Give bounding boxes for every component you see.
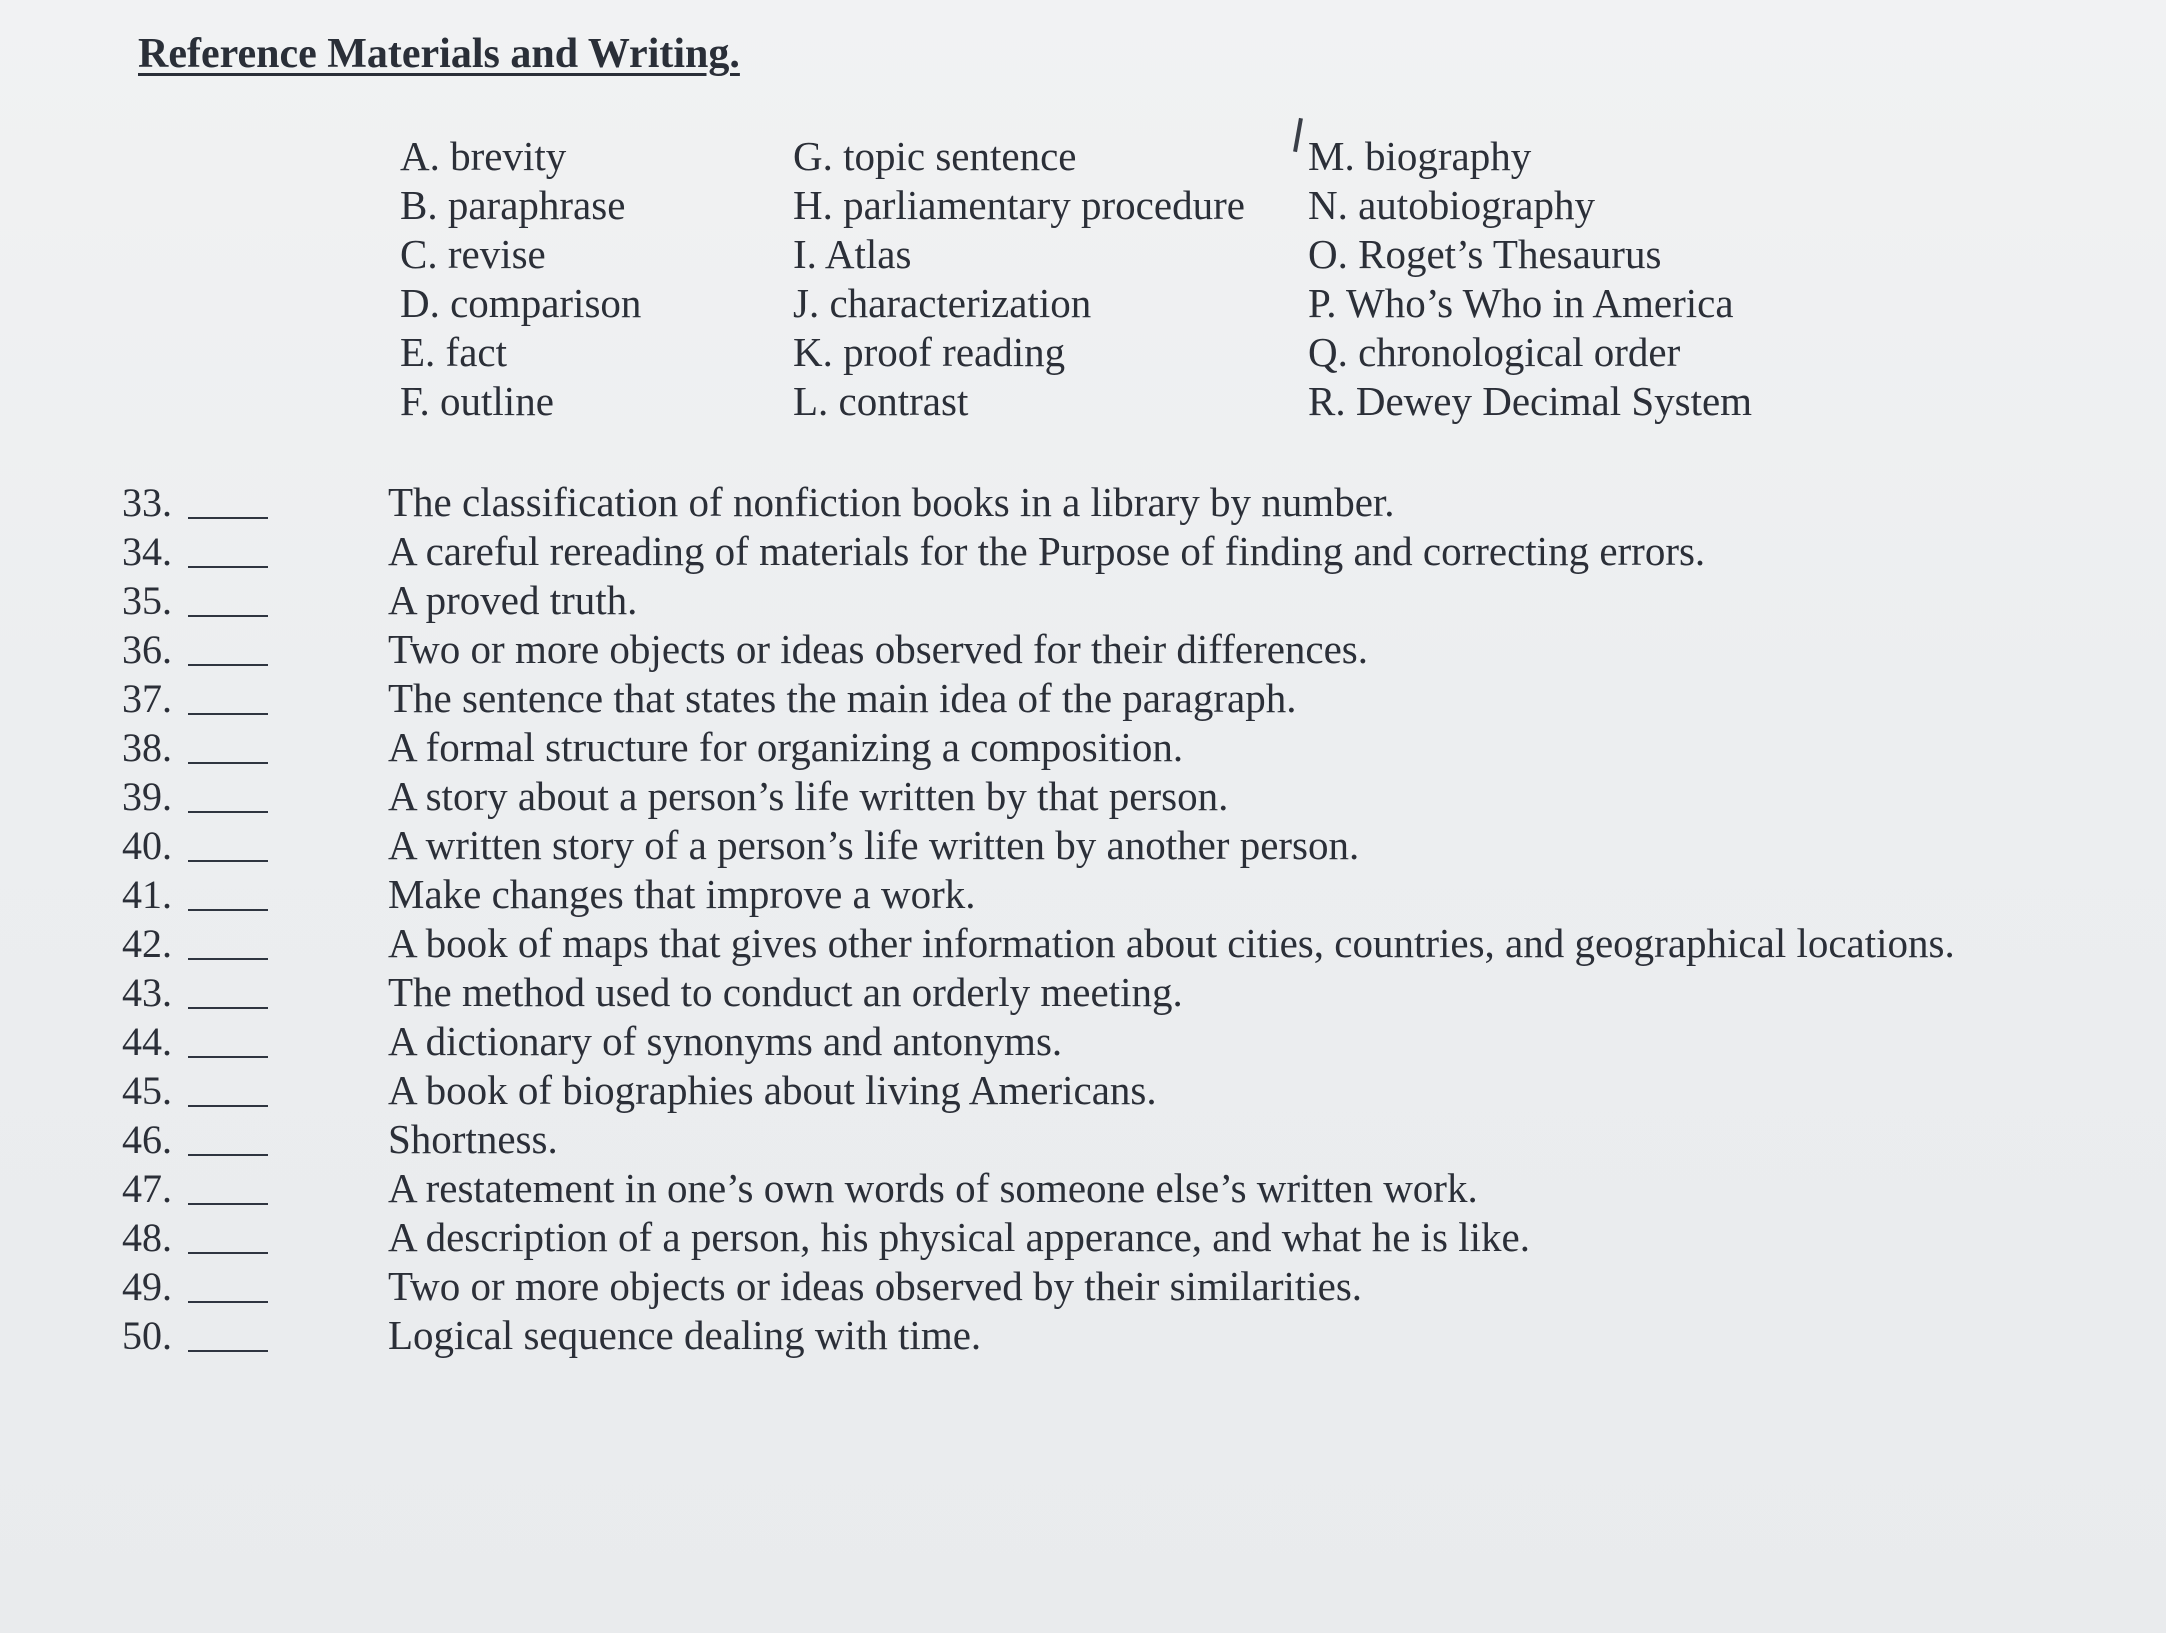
option-item: N. autobiography	[1308, 182, 1595, 228]
question-text: A book of biographies about living Americans.	[388, 1067, 1157, 1113]
answer-blank[interactable]	[188, 977, 268, 1009]
question-text: A description of a person, his physical apperance, and what he is like.	[388, 1214, 1530, 1260]
answer-blank[interactable]	[188, 683, 268, 715]
answer-blank[interactable]	[188, 1271, 268, 1303]
question-number: 46.	[122, 1117, 172, 1162]
option-item: C. revise	[400, 231, 546, 277]
question-number: 49.	[122, 1264, 172, 1309]
option-item: O. Roget’s Thesaurus	[1308, 231, 1662, 277]
question-text: Make changes that improve a work.	[388, 871, 976, 917]
question-text: A book of maps that gives other information about cities, countries, and geographical locations.	[388, 920, 1955, 966]
option-item: K. proof reading	[793, 329, 1066, 375]
answer-blank[interactable]	[188, 928, 268, 960]
question-number: 34.	[122, 529, 172, 574]
question-row	[122, 1213, 1955, 1262]
question-number: 47.	[122, 1166, 172, 1211]
option-item: F. outline	[400, 378, 554, 424]
question-text: The sentence that states the main idea of the paragraph.	[388, 675, 1297, 721]
pen-mark	[1293, 118, 1303, 152]
question-text: A proved truth.	[388, 577, 638, 623]
question-number: 42.	[122, 921, 172, 966]
option-item: B. paraphrase	[400, 182, 626, 228]
question-text: The classification of nonfiction books in a library by number.	[388, 479, 1395, 525]
options-column-g-l	[793, 132, 1245, 426]
question-row	[122, 1066, 1955, 1115]
question-text: A restatement in one’s own words of someone else’s written work.	[388, 1165, 1478, 1211]
option-item: R. Dewey Decimal System	[1308, 378, 1753, 424]
question-row	[122, 478, 1955, 527]
answer-blank[interactable]	[188, 536, 268, 568]
question-row	[122, 968, 1955, 1017]
question-number: 41.	[122, 872, 172, 917]
question-row	[122, 576, 1955, 625]
question-text: Logical sequence dealing with time.	[388, 1312, 982, 1358]
question-number: 36.	[122, 627, 172, 672]
question-text: Two or more objects or ideas observed by their similarities.	[388, 1263, 1363, 1309]
question-text: Two or more objects or ideas observed for their differences.	[388, 626, 1369, 672]
option-item: P. Who’s Who in America	[1308, 280, 1734, 326]
question-list	[122, 478, 1955, 1360]
question-number: 44.	[122, 1019, 172, 1064]
answer-blank[interactable]	[188, 1222, 268, 1254]
answer-blank[interactable]	[188, 781, 268, 813]
question-row	[122, 772, 1955, 821]
question-number: 33.	[122, 480, 172, 525]
question-row	[122, 1164, 1955, 1213]
option-item: A. brevity	[400, 133, 567, 179]
question-text: Shortness.	[388, 1116, 558, 1162]
question-row	[122, 625, 1955, 674]
question-text: A written story of a person’s life written by another person.	[388, 822, 1360, 868]
answer-blank[interactable]	[188, 1124, 268, 1156]
option-item: M. biography	[1308, 133, 1532, 179]
option-item: L. contrast	[793, 378, 969, 424]
question-text: A formal structure for organizing a composition.	[388, 724, 1184, 770]
answer-blank[interactable]	[188, 1026, 268, 1058]
answer-blank[interactable]	[188, 830, 268, 862]
question-row	[122, 821, 1955, 870]
answer-blank[interactable]	[188, 1173, 268, 1205]
option-item: D. comparison	[400, 280, 642, 326]
question-text: A story about a person’s life written by that person.	[388, 773, 1229, 819]
question-text: A dictionary of synonyms and antonyms.	[388, 1018, 1063, 1064]
question-text: The method used to conduct an orderly meeting.	[388, 969, 1183, 1015]
question-row	[122, 723, 1955, 772]
question-number: 39.	[122, 774, 172, 819]
question-row	[122, 1115, 1955, 1164]
answer-blank[interactable]	[188, 1075, 268, 1107]
option-item: E. fact	[400, 329, 507, 375]
question-row	[122, 1262, 1955, 1311]
option-item: G. topic sentence	[793, 133, 1077, 179]
question-number: 43.	[122, 970, 172, 1015]
question-number: 37.	[122, 676, 172, 721]
answer-blank[interactable]	[188, 634, 268, 666]
question-number: 45.	[122, 1068, 172, 1113]
options-column-m-r	[1308, 132, 1752, 426]
question-number: 50.	[122, 1313, 172, 1358]
question-row	[122, 527, 1955, 576]
question-row	[122, 1311, 1955, 1360]
answer-blank[interactable]	[188, 487, 268, 519]
answer-blank[interactable]	[188, 1320, 268, 1352]
answer-blank[interactable]	[188, 879, 268, 911]
question-number: 35.	[122, 578, 172, 623]
options-column-a-f	[400, 132, 641, 426]
question-number: 38.	[122, 725, 172, 770]
question-number: 48.	[122, 1215, 172, 1260]
question-row	[122, 674, 1955, 723]
answer-blank[interactable]	[188, 732, 268, 764]
question-row	[122, 1017, 1955, 1066]
option-item: I. Atlas	[793, 231, 912, 277]
option-item: J. characterization	[793, 280, 1092, 326]
answer-blank[interactable]	[188, 585, 268, 617]
question-row	[122, 919, 1955, 968]
option-item: H. parliamentary procedure	[793, 182, 1245, 228]
option-item: Q. chronological order	[1308, 329, 1681, 375]
question-text: A careful rereading of materials for the Purpose of finding and correcting errors.	[388, 528, 1706, 574]
question-row	[122, 870, 1955, 919]
worksheet-title: Reference Materials and Writing.	[138, 31, 740, 77]
question-number: 40.	[122, 823, 172, 868]
